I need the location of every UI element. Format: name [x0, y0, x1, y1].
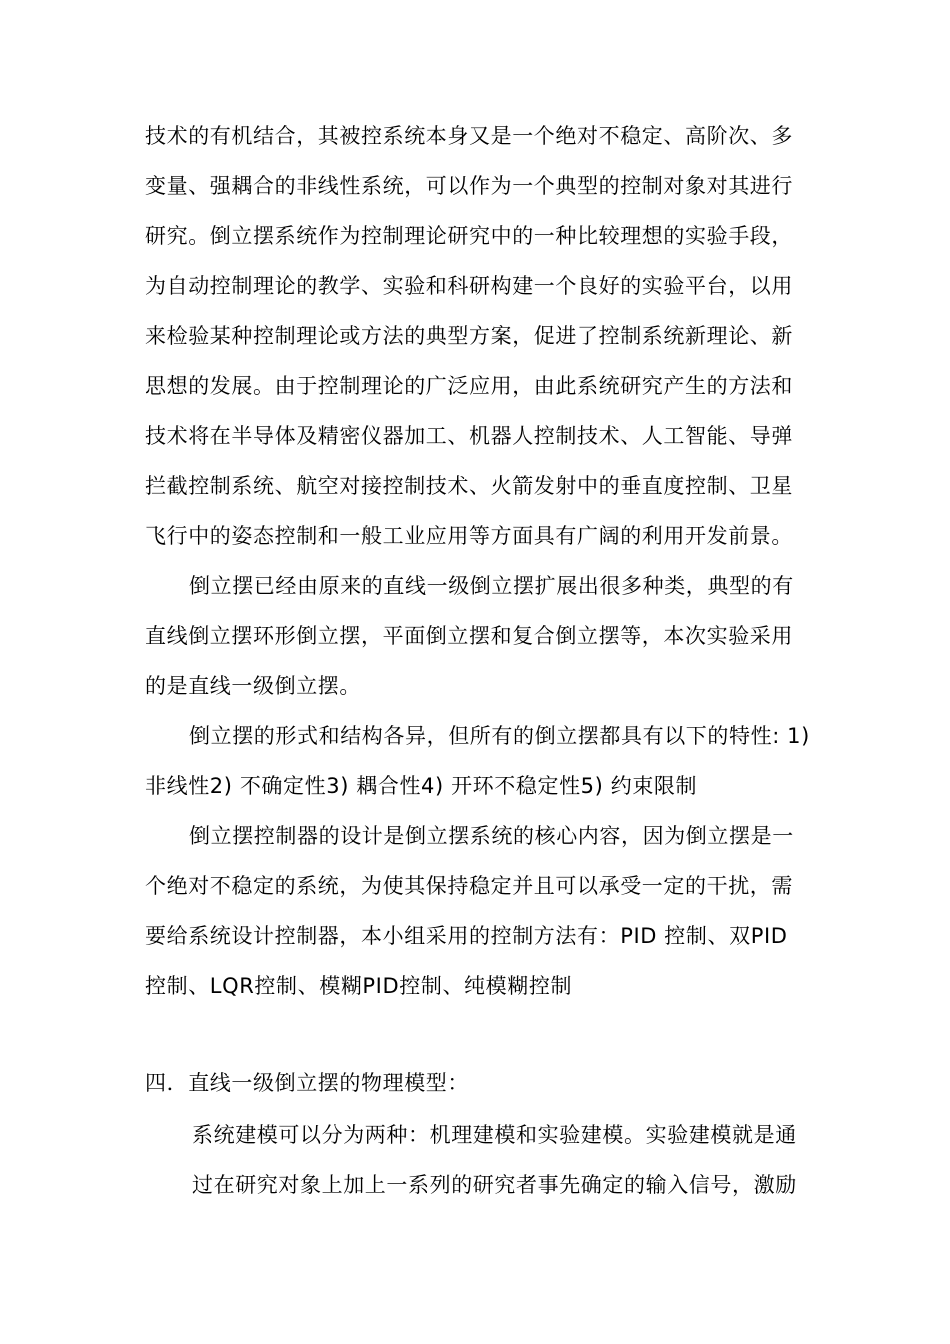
paragraph-1-line-5: 来检验某种控制理论或方法的典型方案，促进了控制系统新理论、新 — [145, 324, 793, 348]
paragraph-4-line-3: 要给系统设计控制器，本小组采用的控制方法有：PID 控制、双PID — [145, 924, 788, 948]
section-heading: 四．直线一级倒立摆的物理模型： — [145, 1071, 469, 1095]
paragraph-1-line-7: 技术将在半导体及精密仪器加工、机器人控制技术、人工智能、导弹 — [145, 424, 793, 448]
paragraph-1-line-8: 拦截控制系统、航空对接控制技术、火箭发射中的垂直度控制、卫星 — [145, 474, 793, 498]
paragraph-4-line-1: 倒立摆控制器的设计是倒立摆系统的核心内容，因为倒立摆是一 — [189, 824, 794, 848]
paragraph-3-line-1: 倒立摆的形式和结构各异，但所有的倒立摆都具有以下的特性: 1) — [189, 724, 810, 748]
paragraph-2-line-1: 倒立摆已经由原来的直线一级倒立摆扩展出很多种类，典型的有 — [189, 574, 794, 598]
paragraph-1-line-6: 思想的发展。由于控制理论的广泛应用，由此系统研究产生的方法和 — [145, 374, 793, 398]
paragraph-1-line-2: 变量、强耦合的非线性系统，可以作为一个典型的控制对象对其进行 — [145, 174, 793, 198]
paragraph-1-line-1: 技术的有机结合，其被控系统本身又是一个绝对不稳定、高阶次、多 — [145, 124, 793, 148]
paragraph-4-line-2: 个绝对不稳定的系统，为使其保持稳定并且可以承受一定的干扰，需 — [145, 874, 793, 898]
paragraph-5-line-1: 系统建模可以分为两种：机理建模和实验建模。实验建模就是通 — [192, 1123, 797, 1147]
paragraph-1-line-3: 研究。倒立摆系统作为控制理论研究中的一种比较理想的实验手段， — [145, 224, 793, 248]
paragraph-1-line-4: 为自动控制理论的教学、实验和科研构建一个良好的实验平台，以用 — [145, 274, 793, 298]
paragraph-5-line-2: 过在研究对象上加上一系列的研究者事先确定的输入信号，激励 — [192, 1173, 797, 1197]
paragraph-3-line-2: 非线性2) 不确定性3) 耦合性4) 开环不稳定性5) 约束限制 — [145, 774, 698, 798]
paragraph-4-line-4: 控制、LQR控制、模糊PID控制、纯模糊控制 — [145, 974, 573, 998]
paragraph-2-line-3: 的是直线一级倒立摆。 — [145, 674, 361, 698]
paragraph-2-line-2: 直线倒立摆环形倒立摆，平面倒立摆和复合倒立摆等，本次实验采用 — [145, 624, 793, 648]
paragraph-1-line-9: 飞行中的姿态控制和一般工业应用等方面具有广阔的利用开发前景。 — [145, 524, 793, 548]
